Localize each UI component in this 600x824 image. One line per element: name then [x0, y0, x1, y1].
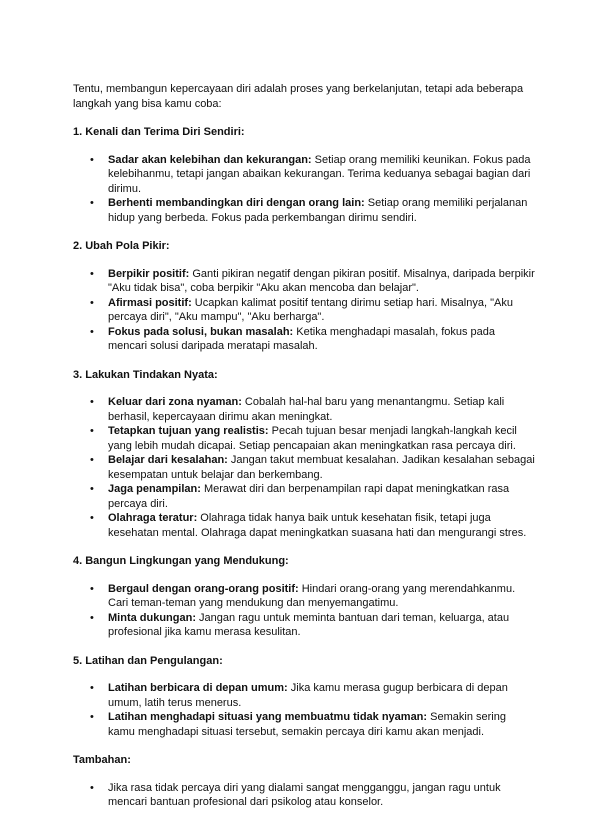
item-text: Ketika menghadapi masalah, fokus pada mencari solusi daripada meratapi masalah.	[108, 325, 496, 352]
bullet-icon: •	[90, 512, 94, 524]
item-text: Olahraga tidak hanya baik untuk kesehatan fisik, tetapi juga kesehatan mental. Olahraga dapat meningkatkan suasana hati dan mengurangi stres.	[108, 512, 527, 539]
item-term: Berpikir positif:	[108, 267, 190, 280]
bullet-list	[73, 681, 535, 739]
bullet-icon: •	[90, 781, 94, 794]
item-text: Semakin sering kamu menghadapi situasi tersebut, semakin percaya diri kamu akan menjadi.	[108, 711, 506, 738]
list-item	[73, 681, 535, 710]
item-text: Setiap orang memiliki perjalanan hidup yang berbeda. Fokus pada perkembangan dirimu sendiri.	[108, 197, 528, 224]
item-term: Keluar dari zona nyaman:	[108, 396, 242, 408]
item-text: Pecah tujuan besar menjadi langkah-langkah kecil yang lebih mudah dicapai. Setiap pencapaian akan meningkatkan rasa percaya diri.	[108, 425, 517, 452]
item-text: Setiap orang memiliki keunikan. Fokus pada kelebihanmu, tetapi jangan abaikan kekurangan. Terima keduanya sebagai bagian dari dirimu.	[108, 153, 531, 195]
bullet-list	[73, 582, 535, 640]
item-term: Latihan menghadapi situasi yang membuatmu tidak nyaman:	[108, 711, 428, 723]
bullet-icon: •	[90, 611, 94, 624]
section	[73, 368, 535, 541]
bullet-list	[73, 395, 535, 540]
section-title: 1. Kenali dan Terima Diri Sendiri:	[73, 126, 245, 138]
item-term: Olahraga teratur:	[108, 512, 198, 524]
bullet-list	[73, 267, 535, 354]
bullet-list	[73, 781, 535, 810]
item-term: Jaga penampilan:	[108, 483, 201, 495]
list-item	[73, 196, 535, 225]
section-title: 5. Latihan dan Pengulangan:	[73, 654, 223, 667]
bullet-icon: •	[90, 483, 94, 495]
section	[73, 554, 535, 640]
item-term: Tetapkan tujuan yang realistis:	[108, 425, 269, 437]
item-text: Ucapkan kalimat positif tentang dirimu setiap hari. Misalnya, "Aku percaya diri", "Aku mampu", "Aku berharga".	[108, 296, 513, 323]
section	[73, 239, 535, 354]
section-title: Tambahan:	[73, 754, 131, 766]
bullet-icon: •	[90, 396, 94, 408]
section-title: 3. Lakukan Tindakan Nyata:	[73, 368, 218, 381]
list-item	[73, 582, 535, 611]
item-text: Cobalah hal-hal baru yang menantangmu. Setiap kali berhasil, kepercayaan dirimu akan meningkat.	[108, 396, 505, 423]
bullet-icon: •	[90, 197, 94, 209]
item-text: Jika rasa tidak percaya diri yang dialami sangat mengganggu, jangan ragu untuk mencari bantuan profesional dari psikolog atau konselor.	[108, 781, 501, 808]
bullet-icon: •	[90, 296, 94, 309]
bullet-icon: •	[90, 682, 94, 694]
bullet-icon: •	[90, 153, 94, 166]
list-item	[73, 395, 535, 424]
bullet-icon: •	[90, 425, 94, 437]
item-term: Afirmasi positif:	[108, 296, 192, 309]
item-term: Minta dukungan:	[108, 611, 196, 624]
bullet-icon: •	[90, 711, 94, 723]
item-text: Jangan ragu untuk meminta bantuan dari teman, keluarga, atau profesional jika kamu merasa kesulitan.	[108, 611, 510, 638]
list-item	[73, 781, 535, 810]
item-text: Merawat diri dan berpenampilan rapi dapat meningkatkan rasa percaya diri.	[108, 483, 510, 510]
sections-container	[73, 125, 535, 810]
list-item	[73, 325, 535, 354]
document-page	[73, 82, 535, 824]
list-item	[73, 511, 535, 540]
section-title: 2. Ubah Pola Pikir:	[73, 240, 170, 252]
list-item	[73, 482, 535, 511]
item-text: Jika kamu merasa gugup berbicara di depan umum, latih terus menerus.	[108, 682, 508, 709]
intro-paragraph: Tentu, membangun kepercayaan diri adalah proses yang berkelanjutan, tetapi ada beberapa langkah yang bisa kamu coba:	[73, 83, 524, 110]
item-text: Jangan takut membuat kesalahan. Jadikan kesalahan sebagai kesempatan untuk belajar dan berkembang.	[108, 454, 535, 481]
list-item	[73, 710, 535, 739]
list-item	[73, 611, 535, 640]
item-term: Sadar akan kelebihan dan kekurangan:	[108, 153, 312, 166]
item-term: Berhenti membandingkan diri dengan orang lain:	[108, 197, 365, 209]
section	[73, 753, 535, 810]
section	[73, 125, 535, 225]
list-item	[73, 424, 535, 453]
item-text: Hindari orang-orang yang merendahkanmu. Cari teman-teman yang mendukung dan menyemangatimu.	[108, 582, 516, 609]
item-text: Ganti pikiran negatif dengan pikiran positif. Misalnya, daripada berpikir "Aku tidak bisa", coba berpikir "Aku akan mencoba dan belajar".	[108, 267, 535, 294]
list-item	[73, 267, 535, 296]
item-term: Fokus pada solusi, bukan masalah:	[108, 325, 294, 338]
item-term: Latihan berbicara di depan umum:	[108, 682, 288, 694]
list-item	[73, 153, 535, 197]
list-item	[73, 296, 535, 325]
bullet-icon: •	[90, 454, 94, 466]
bullet-icon: •	[90, 325, 94, 338]
item-term: Bergaul dengan orang-orang positif:	[108, 582, 299, 595]
section	[73, 654, 535, 740]
item-term: Belajar dari kesalahan:	[108, 454, 228, 466]
bullet-icon: •	[90, 582, 94, 595]
section-title: 4. Bangun Lingkungan yang Mendukung:	[73, 555, 289, 567]
list-item	[73, 453, 535, 482]
bullet-icon: •	[90, 267, 94, 280]
bullet-list	[73, 153, 535, 226]
